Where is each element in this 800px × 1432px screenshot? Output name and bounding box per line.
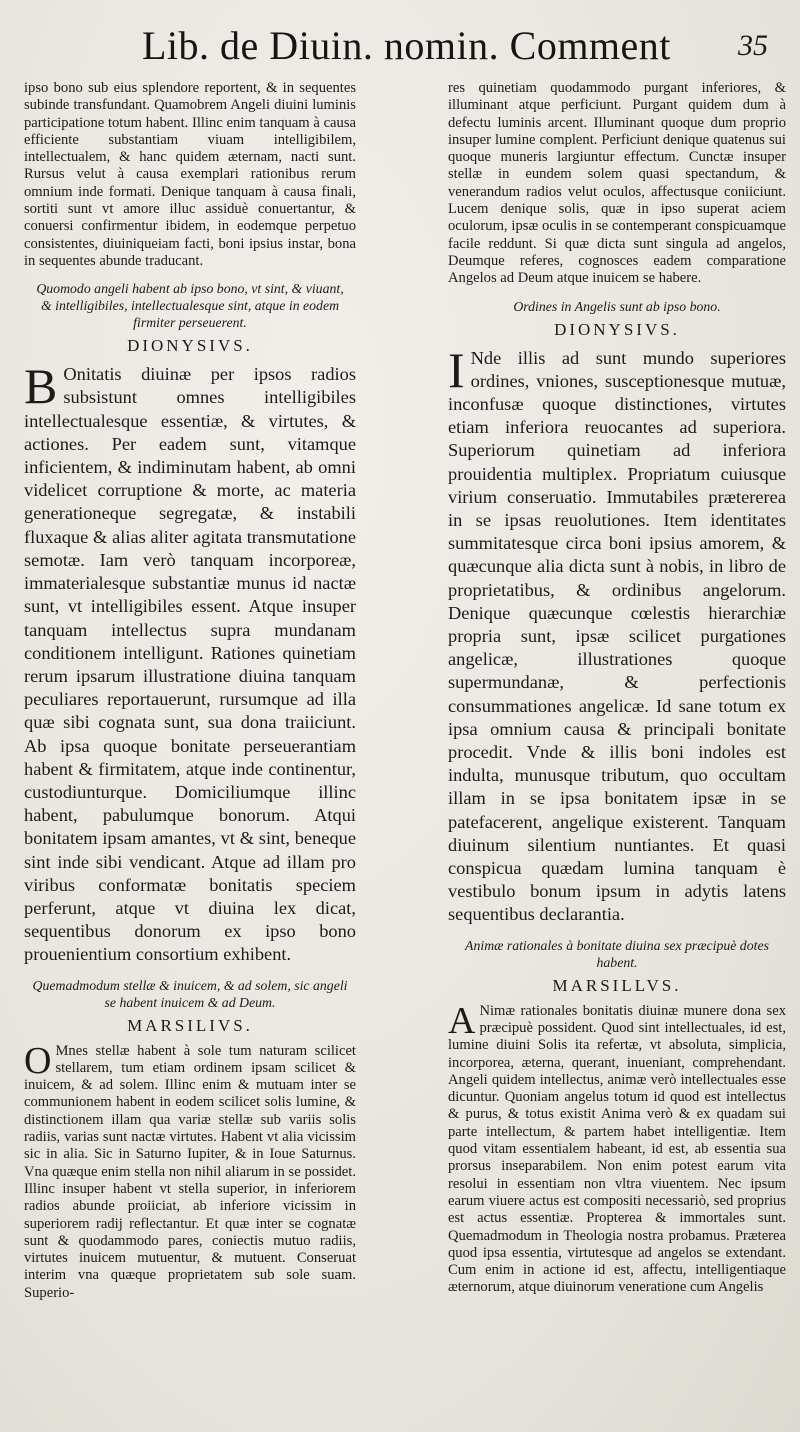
drop-cap-initial: I bbox=[448, 341, 465, 398]
right-speaker-heading-2: MARSILLVS. bbox=[552, 975, 682, 995]
drop-cap-initial: B bbox=[24, 358, 58, 415]
text-columns bbox=[24, 80, 786, 1302]
right-section-caption-1: Ordines in Angelis sunt ab ipso bono. bbox=[513, 298, 721, 314]
left-paragraph-continuation: ipso bono sub eius splendore reportent, & in sequentes subinde transfundant. Quamobrem Angeli diuini luminis participatione totum habent. Illinc enim tanquam à causa efficiente substantiam viuam intelligibilem, intellectualem, & hanc quidem æternam, nacti sunt. Rursus velut à causa exemplari rationibus rerum omnium inde formati. Denique tanquam à causa finali, sortiti sunt vt amore illuc assiduè conuertantur, & conuersi confirmentur ibidem, in eodemque perpetuo consistentes, diuiniqueiam facti, boni ipsius instar, bona in sequentes abunde traducant. bbox=[24, 80, 356, 269]
left-section-caption-1: Quomodo angeli habent ab ipso bono, vt sint, & viuant, & intelligibiles, intellectualesque sint, atque in eodem firmiter perseuerent. bbox=[36, 281, 344, 331]
left-speaker-heading-2: MARSILIVS. bbox=[127, 1015, 253, 1035]
right-paragraph-continuation: res quinetiam quodammodo purgant inferiores, & illuminant atque perficiunt. Purgant quidem dum à defectu luminis arcent. Illuminant quoque dum proprio insuper lumine complent. Perficiunt denique quatenus sui quoque muneris largiuntur effectum. Cunctæ insuper stellæ in eundem solem quasi spectandum, & venerandum radios velut oculos, affectusque coniiciunt. Lucem denique solis, quæ in ipso superat aciem oculorum, ipsæ oculis in se contemperant conspicuamque facile reddunt. Si quæ dicta sunt singula ad angelos, Deumque referes, cognosces eadem comparatione Angelos ad Deum atque inuicem se habere. bbox=[448, 80, 786, 287]
page-number: 35 bbox=[738, 29, 768, 62]
right-speaker-heading-1: DIONYSIVS. bbox=[554, 319, 680, 339]
left-speaker-heading-1: DIONYSIVS. bbox=[127, 336, 253, 356]
right-paragraph-dionysius-text: Nde illis ad sunt mundo superiores ordines, vniones, susceptionesque mutuæ, inconfusæ quoque distinctiones, virtutes etiam inferiora reuocantes ad superiora. Superiorum quinetiam ad inferiora prouidentia multiplex. Propriatum cuiusque virium conseruatio. Immutabiles prætererea in se ipsas reuolutiones. Item identitates summitatesque circa boni ipsius amorem, & quæcunque alia dicta sunt à nobis, in libro de proprietatibus, & ordinibus angelorum. Denique quæcunque cœlestis hierarchiæ propria sunt, ipsæ scilicet purgationes angelicæ, illustrationes quoque supermundanæ, & perfectionis consummationes angelicæ. Id sane totum ex ipsa omnium causa & principali bonitate procedit. Vnde & illis boni indoles est indulta, munusque tributum, quo occultam illam in se ipsa bonitatem ipsæ in se patefacerent, angelique existerent. Tanquam diuinum silentium nuntiantes. Et quasi conspicua quædam lumina tanquam è vestibulo bonum ipsum in adytis latens sequentibus declarantia. bbox=[448, 347, 786, 925]
running-title: Lib. de Diuin. nomin. Comment bbox=[142, 23, 671, 68]
left-column bbox=[24, 80, 356, 1302]
left-paragraph-marsilius bbox=[24, 1039, 356, 1302]
right-paragraph-marsilius bbox=[448, 999, 786, 1297]
left-paragraph-dionysius-text: Onitatis diuinæ per ipsos radios subsistunt omnes intelligibiles intellectualesque essentiæ, & virtutes, & actiones. Per eadem sunt, vitamque inficientem, & indiminutam habent, ab omni videlicet corruptione & morte, ac materia generationeque segregatæ, & instabili fluxaque & alias aliter agitata transmutatione semotæ. Iam verò tanquam incorporeæ, immaterialesque substantiæ munus id nactæ sunt, vt intelligibiles essent. Atque insuper tanquam intellectus supra mundanam conditionem intelligunt. Rationes quinetiam rerum ipsarum illustratione diuina tanquam peculiares reportauerunt, rursumque ad illa quæ sibi cognata sunt, sua dona traiiciunt. Ab ipsa quoque bonitate perseuerantiam habent & firmitatem, atque inde continentur, custodiunturque. Domiciliumque illinc habent, pabulumque bonorum. Atqui bonitatem ipsam amantes, vt & sint, beneque sint inde sibi vendicant. Atque ad illam pro viribus conformatæ bonitatis speciem perferunt, atque vt diuina lex dicat, sequentibus donorum ex ipso bono prouenientium consortium exhibent. bbox=[24, 364, 356, 965]
right-paragraph-dionysius bbox=[448, 341, 786, 927]
drop-cap-initial: A bbox=[448, 999, 476, 1042]
right-paragraph-marsilius-text: Nimæ rationales bonitatis diuinæ munere dona sex præcipuè possident. Quod sint intellectuales, id est, lumine diuini Solis ita refertæ, vt absoluta, simplicia, incorporea, æterna, querant, inueniant, comprehendant. Angeli quidem intellectus, animæ verò intellectuales esse dicuntur. Quoniam angelus totum id quod est intellectus & purus, & totus existit Anima verò & ex quadam sui parte intellectum, & partem habet intelligentiæ. Item quod vitam essentialem habeant, id est, ab essentia sua prorsus inseparabilem. Non enim potest earum vita resolui in essentiam non vltra viuentem. Nec ipsum earum viuere actus est compositi necessariò, sed proprius est actus essentiæ. Propterea & immortales sunt. Quemadmodum in Theologia nostra probamus. Præterea quod ipsa essentia, virtutesque ad angelos se extendant. Cum enim in actione id est, affectu, intelligentiaque æternorum, atque diuinorum veneratione cum Angelis bbox=[448, 1002, 786, 1296]
drop-cap-initial: O bbox=[24, 1039, 52, 1082]
left-section-caption-2: Quemadmodum stellæ & inuicem, & ad solem, sic angeli se habent inuicem & ad Deum. bbox=[32, 977, 348, 1010]
left-paragraph-dionysius bbox=[24, 358, 356, 966]
right-column bbox=[448, 80, 786, 1302]
right-section-caption-2: Animæ rationales à bonitate diuina sex præcipuè dotes habent. bbox=[465, 937, 769, 970]
left-paragraph-marsilius-text: Mnes stellæ habent à sole tum naturam scilicet stellarem, tum etiam ordinem ipsam scilicet & inuicem, & ad solem. Illinc enim & mutuam inter se communionem habent in eodem scilicet solis lumine, & distinctionem illam qua variæ stellæ sub variis solis radiis, varias sunt nactæ virtutes. Habent vt alia vicissim sic in alia. Sic in Saturno Iupiter, & in Ioue Saturnus. Vna quæque enim stella non nihil aliarum in se possidet. Illinc insuper habent vt stella superior, in inferiorem radios abunde proiiciat, ab inferiore vicissim in superiorem radij reflectantur. Et quæ inter se cognatæ sunt & quodammodo pares, coniectis mutuo radiis, virtutes inuicem mutuentur, & mutuent. Conseruat interim vna quæque proprietatem sub sole suam. Superio- bbox=[24, 1042, 356, 1301]
page-header bbox=[24, 22, 786, 80]
